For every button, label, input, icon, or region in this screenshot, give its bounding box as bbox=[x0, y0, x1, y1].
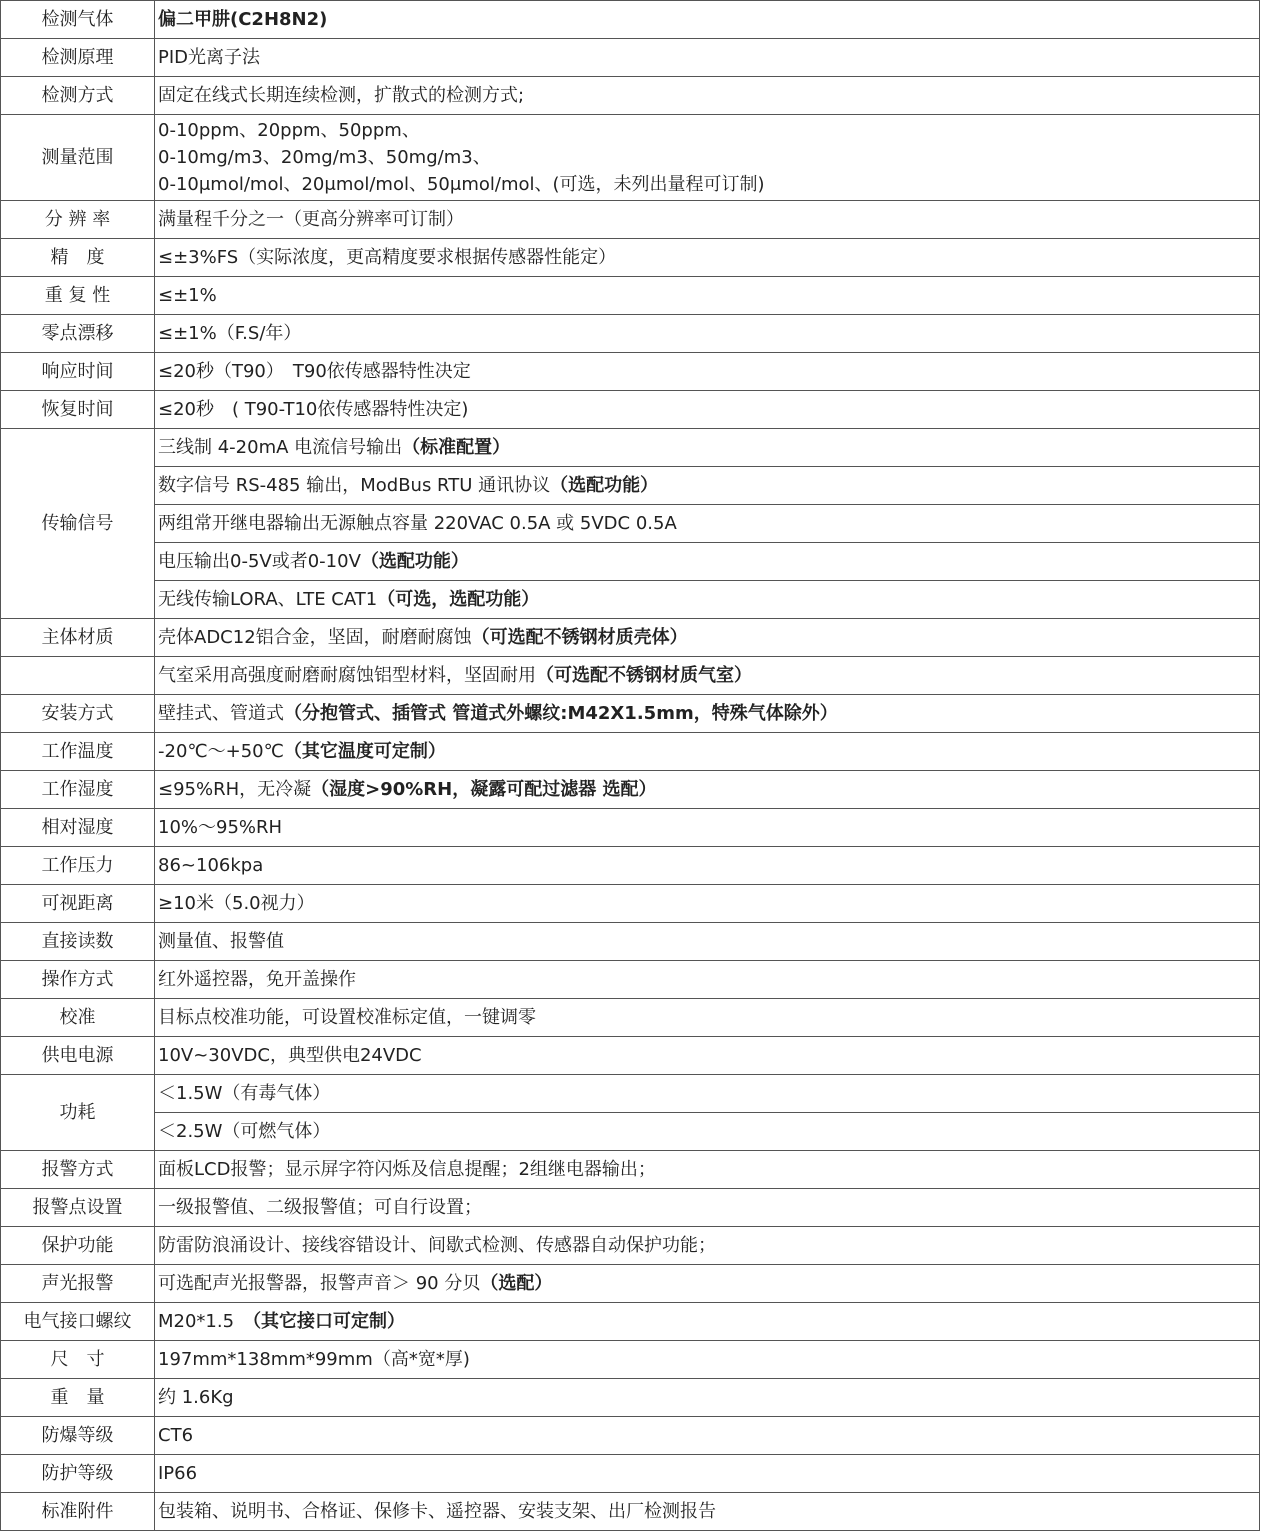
value-text: 约 1.6Kg bbox=[158, 1386, 234, 1408]
value-note: （分抱管式、插管式 管道式外螺纹:M42X1.5mm，特殊气体除外） bbox=[284, 702, 838, 724]
row-value bbox=[155, 771, 1260, 809]
row-value: ≤±1% bbox=[155, 277, 1260, 315]
row-label: 主体材质 bbox=[1, 619, 155, 657]
row-value: ≤20秒 ( T90-T10依传感器特性决定) bbox=[155, 391, 1260, 429]
row-value bbox=[155, 1341, 1260, 1379]
value-text: IP66 bbox=[158, 1462, 198, 1484]
row-value bbox=[155, 885, 1260, 923]
row-value: ＜2.5W（可燃气体） bbox=[155, 1113, 1260, 1151]
table-row bbox=[1, 1075, 1260, 1113]
row-label: 声光报警 bbox=[1, 1265, 155, 1303]
row-value bbox=[155, 923, 1260, 961]
table-row bbox=[1, 1341, 1260, 1379]
value-note: （可选配不锈钢材质壳体） bbox=[471, 626, 688, 648]
table-row bbox=[1, 581, 1260, 619]
row-value bbox=[155, 1265, 1260, 1303]
value-text: 红外遥控器，免开盖操作 bbox=[158, 968, 356, 990]
value-text: 三线制 4-20mA 电流信号输出 bbox=[158, 436, 403, 458]
row-label: 精 度 bbox=[1, 239, 155, 277]
value-text: -20℃～+50℃ bbox=[158, 740, 284, 762]
row-value: ≤20秒（T90） T90依传感器特性决定 bbox=[155, 353, 1260, 391]
table-row bbox=[1, 923, 1260, 961]
row-label: 电气接口螺纹 bbox=[1, 1303, 155, 1341]
value-note: （选配功能） bbox=[360, 550, 469, 572]
row-value bbox=[155, 1151, 1260, 1189]
row-value bbox=[155, 1379, 1260, 1417]
row-label: 校准 bbox=[1, 999, 155, 1037]
row-label-empty bbox=[1, 657, 155, 695]
value-note: （可选，选配功能） bbox=[377, 588, 540, 610]
range-line: 0-10mg/m3、20mg/m3、50mg/m3、 bbox=[158, 147, 491, 168]
row-label: 检测方式 bbox=[1, 77, 155, 115]
row-label: 防护等级 bbox=[1, 1455, 155, 1493]
table-row bbox=[1, 847, 1260, 885]
row-value bbox=[155, 619, 1260, 657]
table-row bbox=[1, 619, 1260, 657]
row-value bbox=[155, 809, 1260, 847]
table-row bbox=[1, 429, 1260, 467]
table-row bbox=[1, 1265, 1260, 1303]
value-text: 目标点校准功能，可设置校准标定值，一键调零 bbox=[158, 1006, 536, 1028]
row-value bbox=[155, 1455, 1260, 1493]
row-label: 响应时间 bbox=[1, 353, 155, 391]
value-text: ≥10米（5.0视力） bbox=[158, 892, 315, 914]
table-row bbox=[1, 1303, 1260, 1341]
table-row bbox=[1, 1379, 1260, 1417]
value-text: 面板LCD报警；显示屏字符闪烁及信息提醒；2组继电器输出； bbox=[158, 1158, 656, 1180]
value-note: （标准配置） bbox=[402, 436, 511, 458]
value-note: （其它温度可定制） bbox=[283, 740, 446, 762]
table-row bbox=[1, 961, 1260, 999]
row-value bbox=[155, 1227, 1260, 1265]
row-label: 重 量 bbox=[1, 1379, 155, 1417]
table-row bbox=[1, 1493, 1260, 1531]
value-text: 测量值、报警值 bbox=[158, 930, 284, 952]
row-label: 标准附件 bbox=[1, 1493, 155, 1531]
row-label: 尺 寸 bbox=[1, 1341, 155, 1379]
row-value bbox=[155, 847, 1260, 885]
row-label: 安装方式 bbox=[1, 695, 155, 733]
row-value bbox=[155, 999, 1260, 1037]
value-text: CT6 bbox=[158, 1424, 194, 1446]
row-value bbox=[155, 657, 1260, 695]
value-note: （其它接口可定制） bbox=[252, 1310, 406, 1332]
table-row bbox=[1, 1151, 1260, 1189]
row-label: 恢复时间 bbox=[1, 391, 155, 429]
row-label: 分 辨 率 bbox=[1, 201, 155, 239]
value-text: 无线传输LORA、LTE CAT1 bbox=[158, 588, 378, 610]
row-value bbox=[155, 115, 1260, 201]
table-row bbox=[1, 353, 1260, 391]
row-label: 零点漂移 bbox=[1, 315, 155, 353]
row-value bbox=[155, 733, 1260, 771]
value-text: 可选配声光报警器，报警声音＞ 90 分贝 bbox=[158, 1272, 481, 1294]
row-value bbox=[155, 1303, 1260, 1341]
table-row bbox=[1, 1113, 1260, 1151]
table-row bbox=[1, 809, 1260, 847]
value-note: （选配） bbox=[480, 1272, 553, 1294]
table-row bbox=[1, 543, 1260, 581]
row-label: 防爆等级 bbox=[1, 1417, 155, 1455]
row-label: 报警方式 bbox=[1, 1151, 155, 1189]
value-text: M20*1.5 bbox=[158, 1310, 253, 1332]
row-label: 工作温度 bbox=[1, 733, 155, 771]
value-text: 壁挂式、管道式 bbox=[158, 702, 284, 724]
row-value: 偏二甲肼(C2H8N2) bbox=[155, 1, 1260, 39]
value-note: （可选配不锈钢材质气室） bbox=[536, 664, 752, 686]
value-text: 197mm*138mm*99mm（高*宽*厚) bbox=[158, 1348, 470, 1370]
value-note: （湿度>90%RH，凝露可配过滤器 选配） bbox=[311, 778, 657, 800]
row-value: ≤±1%（F.S/年） bbox=[155, 315, 1260, 353]
table-row bbox=[1, 77, 1260, 115]
table-row bbox=[1, 505, 1260, 543]
row-label: 检测原理 bbox=[1, 39, 155, 77]
table-row bbox=[1, 39, 1260, 77]
row-label: 功耗 bbox=[1, 1075, 155, 1151]
table-row bbox=[1, 1, 1260, 39]
table-row bbox=[1, 1037, 1260, 1075]
row-value bbox=[155, 1417, 1260, 1455]
row-label: 检测气体 bbox=[1, 1, 155, 39]
row-value: 固定在线式长期连续检测，扩散式的检测方式; bbox=[155, 77, 1260, 115]
table-row bbox=[1, 1189, 1260, 1227]
table-row bbox=[1, 733, 1260, 771]
value-text: 壳体ADC12铝合金，坚固，耐磨耐腐蚀 bbox=[158, 626, 472, 648]
row-value bbox=[155, 961, 1260, 999]
table-row bbox=[1, 771, 1260, 809]
row-label: 直接读数 bbox=[1, 923, 155, 961]
table-row bbox=[1, 239, 1260, 277]
value-text: ≤95%RH，无冷凝 bbox=[158, 778, 312, 800]
value-note: （选配功能） bbox=[550, 474, 659, 496]
table-row bbox=[1, 885, 1260, 923]
row-value bbox=[155, 543, 1260, 581]
row-value bbox=[155, 1189, 1260, 1227]
row-label: 工作湿度 bbox=[1, 771, 155, 809]
value-text: 86~106kpa bbox=[158, 854, 264, 876]
table-row bbox=[1, 695, 1260, 733]
value-text: 气室采用高强度耐磨耐腐蚀铝型材料，坚固耐用 bbox=[158, 664, 536, 686]
table-row bbox=[1, 201, 1260, 239]
row-label: 重 复 性 bbox=[1, 277, 155, 315]
table-row bbox=[1, 467, 1260, 505]
table-row bbox=[1, 277, 1260, 315]
row-label: 可视距离 bbox=[1, 885, 155, 923]
row-label: 保护功能 bbox=[1, 1227, 155, 1265]
table-row bbox=[1, 657, 1260, 695]
table-row bbox=[1, 1227, 1260, 1265]
row-value bbox=[155, 505, 1260, 543]
value-text: 电压输出0-5V或者0-10V bbox=[158, 550, 361, 572]
row-value: ≤±3%FS（实际浓度，更高精度要求根据传感器性能定） bbox=[155, 239, 1260, 277]
row-value bbox=[155, 581, 1260, 619]
row-value bbox=[155, 429, 1260, 467]
value-text: 防雷防浪涌设计、接线容错设计、间歇式检测、传感器自动保护功能； bbox=[158, 1234, 716, 1256]
range-line: 0-10μmol/mol、20μmol/mol、50μmol/mol、(可选，未列出量程可订制) bbox=[158, 174, 765, 195]
row-label: 供电电源 bbox=[1, 1037, 155, 1075]
row-value bbox=[155, 1037, 1260, 1075]
value-text: 一级报警值、二级报警值；可自行设置； bbox=[158, 1196, 482, 1218]
table-row bbox=[1, 115, 1260, 201]
row-value bbox=[155, 695, 1260, 733]
row-label: 相对湿度 bbox=[1, 809, 155, 847]
row-label: 工作压力 bbox=[1, 847, 155, 885]
row-value: PID光离子法 bbox=[155, 39, 1260, 77]
row-label: 报警点设置 bbox=[1, 1189, 155, 1227]
table-row bbox=[1, 999, 1260, 1037]
row-value bbox=[155, 467, 1260, 505]
row-value bbox=[155, 1493, 1260, 1531]
table-row bbox=[1, 1417, 1260, 1455]
value-text: 数字信号 RS-485 输出，ModBus RTU 通讯协议 bbox=[158, 474, 551, 496]
row-label: 操作方式 bbox=[1, 961, 155, 999]
row-label: 测量范围 bbox=[1, 115, 155, 201]
table-row bbox=[1, 391, 1260, 429]
value-text: 包装箱、说明书、合格证、保修卡、遥控器、安装支架、出厂检测报告 bbox=[158, 1500, 716, 1522]
range-line: 0-10ppm、20ppm、50ppm、 bbox=[158, 120, 420, 141]
table-row bbox=[1, 315, 1260, 353]
value-text: 10%～95%RH bbox=[158, 816, 283, 838]
value-text: 10V~30VDC，典型供电24VDC bbox=[158, 1044, 422, 1066]
row-label: 传输信号 bbox=[1, 429, 155, 619]
table-row bbox=[1, 1455, 1260, 1493]
row-value: ＜1.5W（有毒气体） bbox=[155, 1075, 1260, 1113]
row-value: 满量程千分之一（更高分辨率可订制） bbox=[155, 201, 1260, 239]
value-text: 两组常开继电器输出无源触点容量 220VAC 0.5A 或 5VDC 0.5A bbox=[158, 512, 677, 534]
